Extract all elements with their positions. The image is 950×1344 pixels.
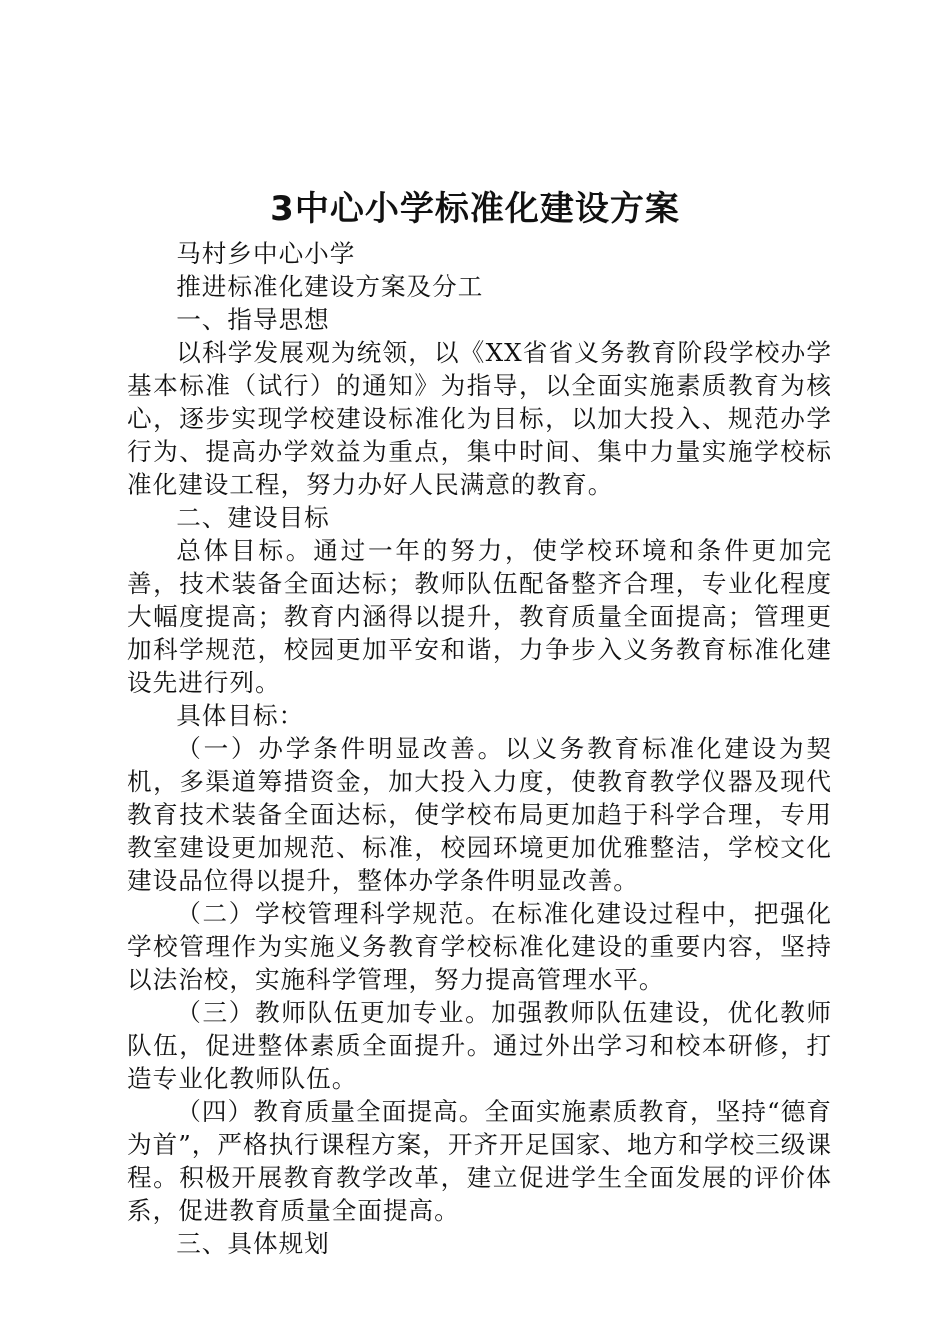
document-title: 3中心小学标准化建设方案 bbox=[270, 189, 680, 229]
document-body bbox=[127, 237, 832, 1260]
section-heading-guiding-ideology: 一、指导思想 bbox=[176, 305, 330, 334]
section-heading-specific-plan: 三、具体规划 bbox=[176, 1229, 330, 1258]
paragraph-goal-1: （一）办学条件明显改善。以义务教育标准化建设为契机，多渠道筹措资金，加大投入力度，使教育教学仪器及现代教育技术装备全面达标，使学校布局更加趋于科学合理，专用教室建设更加规范、标准，校园环境更加优雅整洁，学校文化建设品位得以提升，整体办学条件明显改善。 bbox=[127, 734, 832, 895]
paragraph-guiding-ideology: 以科学发展观为统领，以《XX省省义务教育阶段学校办学基本标准（试行）的通知》为指导，以全面实施素质教育为核心，逐步实现学校建设标准化为目标，以加大投入、规范办学行为、提高办学效益为重点，集中时间、集中力量实施学校标准化建设工程，努力办好人民满意的教育。 bbox=[127, 338, 832, 499]
plan-subtitle-line: 推进标准化建设方案及分工 bbox=[176, 272, 484, 301]
paragraph-goal-4: （四）教育质量全面提高。全面实施素质教育，坚持“德育为首”，严格执行课程方案，开齐开足国家、地方和学校三级课程。积极开展教育教学改革，建立促进学生全面发展的评价体系，促进教育质量全面提高。 bbox=[127, 1097, 832, 1225]
paragraph-goal-3: （三）教师队伍更加专业。加强教师队伍建设，优化教师队伍，促进整体素质全面提升。通过外出学习和校本研修，打造专业化教师队伍。 bbox=[127, 998, 832, 1093]
section-heading-construction-goals: 二、建设目标 bbox=[176, 503, 330, 532]
paragraph-overall-goal: 总体目标。通过一年的努力，使学校环境和条件更加完善，技术装备全面达标；教师队伍配备整齐合理，专业化程度大幅度提高；教育内涵得以提升，教育质量全面提高；管理更加科学规范，校园更加平安和谐，力争步入义务教育标准化建设先进行列。 bbox=[127, 536, 832, 697]
school-name-line: 马村乡中心小学 bbox=[176, 239, 356, 268]
specific-goals-label: 具体目标： bbox=[176, 701, 305, 730]
paragraph-goal-2: （二）学校管理科学规范。在标准化建设过程中，把强化学校管理作为实施义务教育学校标准化建设的重要内容，坚持以法治校，实施科学管理，努力提高管理水平。 bbox=[127, 899, 832, 994]
